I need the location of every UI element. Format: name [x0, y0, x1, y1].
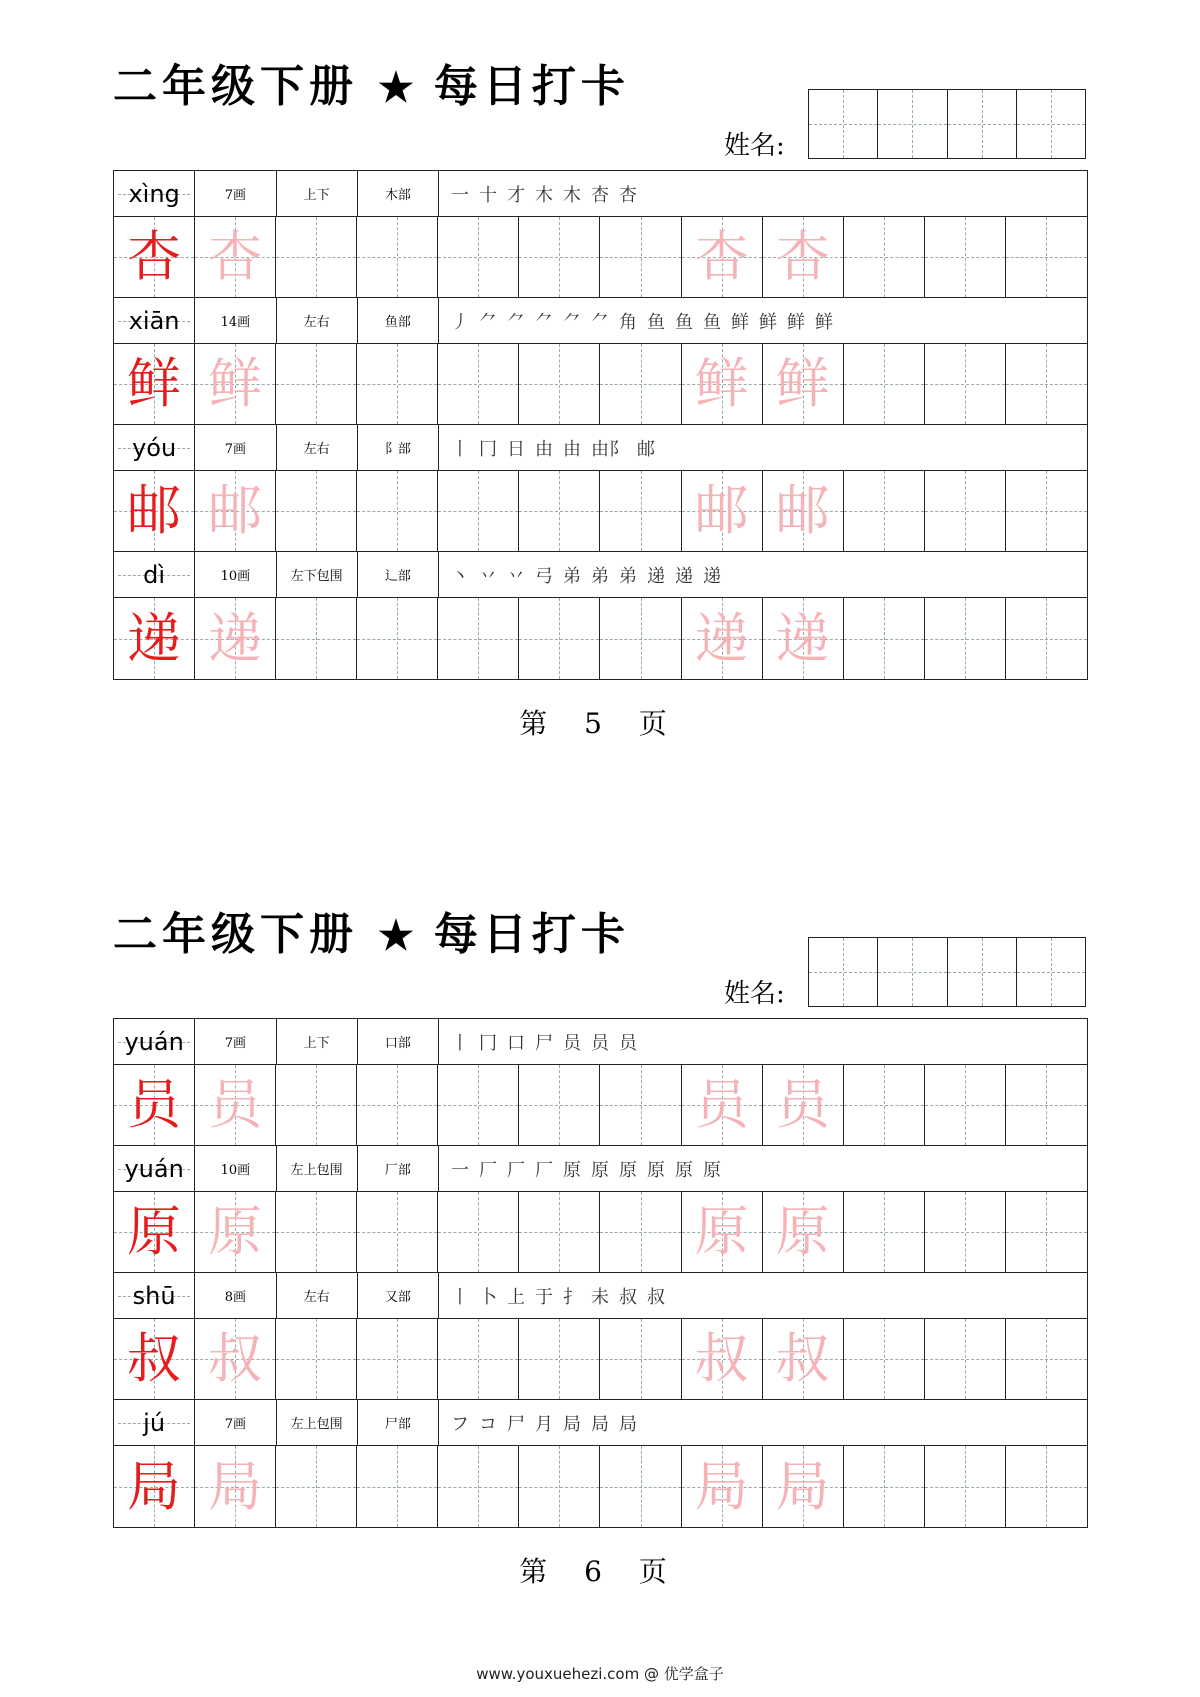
- stroke-step: 木: [535, 184, 553, 206]
- model-char-cell: [114, 1319, 195, 1399]
- trace-char: 员: [694, 1073, 749, 1136]
- practice-cell[interactable]: [438, 471, 519, 551]
- practice-cell[interactable]: [357, 217, 438, 297]
- stroke-step: 冂: [479, 438, 497, 460]
- stroke-step: 丨: [451, 438, 469, 460]
- practice-cell[interactable]: [763, 1319, 844, 1399]
- trace-char: 叔: [775, 1327, 830, 1390]
- practice-cell[interactable]: [844, 1192, 925, 1272]
- practice-cell[interactable]: [682, 598, 763, 679]
- pinyin-text: yóu: [132, 433, 177, 462]
- model-char: 递: [127, 606, 182, 670]
- structure-label: 左上包围: [277, 1400, 358, 1445]
- star-icon: ★: [378, 64, 414, 111]
- stroke-order: [439, 171, 1087, 216]
- worksheet-page-6: [0, 848, 1200, 1696]
- radical-label: 鱼部: [358, 298, 439, 343]
- stroke-step: 邮: [637, 438, 655, 460]
- practice-cell[interactable]: [844, 1446, 925, 1527]
- pinyin-text: yuán: [124, 1154, 184, 1183]
- practice-cell[interactable]: [925, 471, 1006, 551]
- radical-label: 厂部: [358, 1146, 439, 1191]
- stroke-step: 角: [619, 311, 637, 333]
- stroke-step: 叔: [647, 1286, 665, 1308]
- practice-cell[interactable]: [276, 1319, 357, 1399]
- name-char-cell[interactable]: [878, 938, 947, 1006]
- stroke-step: 局: [563, 1413, 581, 1435]
- character-grid: [113, 1018, 1088, 1528]
- practice-cell[interactable]: [600, 217, 681, 297]
- stroke-step: 丶: [451, 565, 469, 587]
- pinyin-text: yuán: [124, 1027, 184, 1056]
- stroke-count: 8画: [195, 1273, 276, 1318]
- stroke-step: 尸: [535, 1032, 553, 1054]
- practice-cell[interactable]: [519, 1446, 600, 1527]
- stroke-step: ⺈: [479, 311, 497, 333]
- stroke-step: 由阝: [591, 438, 627, 460]
- stroke-step: 口: [507, 1032, 525, 1054]
- name-input-box[interactable]: [808, 89, 1086, 159]
- practice-cell[interactable]: [682, 1065, 763, 1145]
- practice-cell[interactable]: [925, 598, 1006, 679]
- trace-char: 鲜: [208, 352, 263, 415]
- practice-cell[interactable]: [519, 1065, 600, 1145]
- practice-cell[interactable]: [925, 1446, 1006, 1527]
- radical-label: 木部: [358, 171, 439, 216]
- trace-char: 杏: [694, 225, 749, 288]
- stroke-step: 弟: [563, 565, 581, 587]
- model-char-cell: [114, 1446, 195, 1527]
- trace-char: 原: [775, 1200, 830, 1263]
- practice-cell[interactable]: [844, 1319, 925, 1399]
- stroke-step: 厂: [479, 1159, 497, 1181]
- practice-cell[interactable]: [844, 1065, 925, 1145]
- stroke-step: 鱼: [647, 311, 665, 333]
- stroke-step: 月: [535, 1413, 553, 1435]
- stroke-step: 鲜: [759, 311, 777, 333]
- stroke-step: 弟: [591, 565, 609, 587]
- stroke-step: 员: [563, 1032, 581, 1054]
- practice-cell[interactable]: [195, 1065, 276, 1145]
- trace-char: 员: [775, 1073, 830, 1136]
- stroke-count: 7画: [195, 171, 276, 216]
- practice-cell[interactable]: [682, 471, 763, 551]
- char-info-row: [114, 298, 1087, 344]
- radical-label: 辶部: [358, 552, 439, 597]
- character-grid: [113, 170, 1088, 680]
- stroke-step: ⺈: [591, 311, 609, 333]
- practice-cell[interactable]: [763, 471, 844, 551]
- stroke-step: 未: [591, 1286, 609, 1308]
- stroke-step: 于: [535, 1286, 553, 1308]
- practice-cell[interactable]: [357, 1192, 438, 1272]
- stroke-count: 7画: [195, 1400, 276, 1445]
- practice-cell[interactable]: [1006, 1446, 1087, 1527]
- char-info-row: [114, 552, 1087, 598]
- practice-cell[interactable]: [844, 598, 925, 679]
- practice-cell[interactable]: [763, 344, 844, 424]
- char-info-row: [114, 1400, 1087, 1446]
- practice-cell[interactable]: [195, 1446, 276, 1527]
- pinyin-text: shū: [132, 1281, 176, 1310]
- stroke-step: 丨: [451, 1032, 469, 1054]
- practice-cell[interactable]: [763, 1065, 844, 1145]
- star-icon: ★: [378, 912, 414, 959]
- model-char-cell: [114, 1065, 195, 1145]
- practice-cell[interactable]: [276, 598, 357, 679]
- practice-cell[interactable]: [438, 1192, 519, 1272]
- model-char-cell: [114, 1192, 195, 1272]
- trace-char: 局: [694, 1454, 749, 1518]
- stroke-step: 木: [563, 184, 581, 206]
- practice-cell[interactable]: [1006, 1192, 1087, 1272]
- stroke-step: 杏: [619, 184, 637, 206]
- radical-label: 又部: [358, 1273, 439, 1318]
- practice-cell[interactable]: [925, 344, 1006, 424]
- stroke-step: 由: [535, 438, 553, 460]
- practice-cell[interactable]: [519, 471, 600, 551]
- model-char: 杏: [127, 225, 182, 288]
- practice-cell[interactable]: [276, 344, 357, 424]
- practice-cell[interactable]: [925, 1319, 1006, 1399]
- practice-cell[interactable]: [1006, 344, 1087, 424]
- stroke-step: 弓: [535, 565, 553, 587]
- trace-char: 局: [775, 1454, 830, 1518]
- char-info-row: [114, 171, 1087, 217]
- practice-cell[interactable]: [195, 598, 276, 679]
- writing-row: [114, 344, 1087, 425]
- stroke-step: 弟: [619, 565, 637, 587]
- name-char-cell[interactable]: [809, 938, 878, 1006]
- practice-cell[interactable]: [438, 1319, 519, 1399]
- practice-cell[interactable]: [519, 217, 600, 297]
- stroke-count: 10画: [195, 1146, 276, 1191]
- structure-label: 左下包围: [277, 552, 358, 597]
- radical-label: 尸部: [358, 1400, 439, 1445]
- page-number: 第 6 页: [519, 1555, 681, 1588]
- writing-row: [114, 1319, 1087, 1400]
- model-char-cell: [114, 598, 195, 679]
- stroke-order: [439, 1146, 1087, 1191]
- practice-cell[interactable]: [763, 217, 844, 297]
- stroke-order: [439, 425, 1087, 470]
- stroke-step: ⺈: [563, 311, 581, 333]
- practice-cell[interactable]: [357, 1319, 438, 1399]
- practice-cell[interactable]: [357, 471, 438, 551]
- stroke-step: ⺈: [535, 311, 553, 333]
- stroke-count: 14画: [195, 298, 276, 343]
- stroke-order: [439, 1019, 1087, 1064]
- practice-cell[interactable]: [600, 1319, 681, 1399]
- stroke-order: [439, 1400, 1087, 1445]
- pinyin-cell: [114, 1146, 195, 1191]
- stroke-step: コ: [479, 1413, 497, 1435]
- pinyin-cell: [114, 1019, 195, 1064]
- stroke-step: 厂: [535, 1159, 553, 1181]
- structure-label: 上下: [277, 1019, 358, 1064]
- trace-char: 邮: [208, 479, 263, 542]
- name-char-cell[interactable]: [809, 90, 878, 158]
- stroke-step: 鱼: [703, 311, 721, 333]
- model-char: 叔: [127, 1327, 182, 1390]
- stroke-step: 才: [507, 184, 525, 206]
- char-info-row: [114, 425, 1087, 471]
- practice-cell[interactable]: [438, 217, 519, 297]
- practice-cell[interactable]: [195, 471, 276, 551]
- writing-row: [114, 1065, 1087, 1146]
- practice-cell[interactable]: [600, 1192, 681, 1272]
- practice-cell[interactable]: [844, 471, 925, 551]
- practice-cell[interactable]: [519, 344, 600, 424]
- practice-cell[interactable]: [925, 217, 1006, 297]
- name-char-cell[interactable]: [948, 938, 1017, 1006]
- stroke-step: 鱼: [675, 311, 693, 333]
- practice-cell[interactable]: [763, 598, 844, 679]
- trace-char: 鲜: [775, 352, 830, 415]
- practice-cell[interactable]: [276, 1446, 357, 1527]
- practice-cell[interactable]: [519, 598, 600, 679]
- stroke-order: [439, 1273, 1087, 1318]
- trace-char: 叔: [694, 1327, 749, 1390]
- radical-label: 阝部: [358, 425, 439, 470]
- page-title: [113, 898, 630, 962]
- trace-char: 邮: [694, 479, 749, 542]
- stroke-step: 递: [675, 565, 693, 587]
- stroke-step: 局: [619, 1413, 637, 1435]
- stroke-step: 卜: [479, 1286, 497, 1308]
- practice-cell[interactable]: [600, 471, 681, 551]
- stroke-step: 原: [703, 1159, 721, 1181]
- model-char: 鲜: [127, 352, 182, 415]
- pinyin-cell: [114, 425, 195, 470]
- practice-cell[interactable]: [519, 1192, 600, 1272]
- stroke-step: 扌: [563, 1286, 581, 1308]
- name-char-cell[interactable]: [1017, 90, 1085, 158]
- stroke-step: 员: [591, 1032, 609, 1054]
- name-input-box[interactable]: [808, 937, 1086, 1007]
- trace-char: 叔: [208, 1327, 263, 1390]
- page-title: [113, 50, 630, 114]
- practice-cell[interactable]: [357, 1446, 438, 1527]
- practice-cell[interactable]: [682, 217, 763, 297]
- name-char-cell[interactable]: [948, 90, 1017, 158]
- stroke-step: 原: [563, 1159, 581, 1181]
- practice-cell[interactable]: [925, 1065, 1006, 1145]
- pinyin-cell: [114, 298, 195, 343]
- name-char-cell[interactable]: [878, 90, 947, 158]
- model-char: 原: [127, 1200, 182, 1263]
- stroke-step: 上: [507, 1286, 525, 1308]
- practice-cell[interactable]: [682, 344, 763, 424]
- practice-cell[interactable]: [1006, 1065, 1087, 1145]
- name-label: 姓名:: [724, 131, 785, 161]
- trace-char: 递: [208, 606, 263, 670]
- trace-char: 员: [208, 1073, 263, 1136]
- practice-cell[interactable]: [357, 344, 438, 424]
- model-char: 邮: [127, 479, 182, 542]
- pinyin-cell: [114, 1273, 195, 1318]
- practice-cell[interactable]: [844, 217, 925, 297]
- stroke-step: 尸: [507, 1413, 525, 1435]
- stroke-step: 丷: [479, 565, 497, 587]
- pinyin-text: xìng: [128, 179, 180, 208]
- char-info-row: [114, 1019, 1087, 1065]
- structure-label: 左右: [277, 298, 358, 343]
- practice-cell[interactable]: [438, 1446, 519, 1527]
- practice-cell[interactable]: [600, 1446, 681, 1527]
- pinyin-text: jú: [143, 1408, 166, 1437]
- pinyin-cell: [114, 171, 195, 216]
- stroke-step: 原: [647, 1159, 665, 1181]
- worksheet-page-5: [0, 0, 1200, 848]
- title-subtitle: 每日打卡: [433, 61, 630, 112]
- stroke-order: [439, 552, 1087, 597]
- model-char-cell: [114, 217, 195, 297]
- title-grade: 二年级下册: [113, 909, 358, 960]
- stroke-step: 原: [675, 1159, 693, 1181]
- stroke-step: 由: [563, 438, 581, 460]
- pinyin-text: xiān: [128, 306, 180, 335]
- char-info-row: [114, 1273, 1087, 1319]
- radical-label: 口部: [358, 1019, 439, 1064]
- trace-char: 邮: [775, 479, 830, 542]
- stroke-step: 递: [647, 565, 665, 587]
- model-char: 员: [127, 1073, 182, 1136]
- practice-cell[interactable]: [195, 1319, 276, 1399]
- pinyin-cell: [114, 552, 195, 597]
- practice-cell[interactable]: [357, 598, 438, 679]
- practice-cell[interactable]: [276, 1065, 357, 1145]
- name-char-cell[interactable]: [1017, 938, 1085, 1006]
- page-number: 第 5 页: [519, 707, 681, 740]
- stroke-step: 鲜: [787, 311, 805, 333]
- trace-char: 原: [208, 1200, 263, 1263]
- structure-label: 左右: [277, 425, 358, 470]
- structure-label: 左右: [277, 1273, 358, 1318]
- practice-cell[interactable]: [438, 598, 519, 679]
- title-subtitle: 每日打卡: [433, 909, 630, 960]
- trace-char: 递: [694, 606, 749, 670]
- practice-cell[interactable]: [600, 1065, 681, 1145]
- stroke-step: 员: [619, 1032, 637, 1054]
- practice-cell[interactable]: [763, 1192, 844, 1272]
- stroke-step: 鲜: [815, 311, 833, 333]
- practice-cell[interactable]: [763, 1446, 844, 1527]
- practice-cell[interactable]: [682, 1446, 763, 1527]
- writing-row: [114, 1446, 1087, 1527]
- trace-char: 杏: [775, 225, 830, 288]
- stroke-step: 丨: [451, 1286, 469, 1308]
- pinyin-cell: [114, 1400, 195, 1445]
- practice-cell[interactable]: [844, 344, 925, 424]
- practice-cell[interactable]: [1006, 1319, 1087, 1399]
- stroke-count: 7画: [195, 1019, 276, 1064]
- practice-cell[interactable]: [276, 217, 357, 297]
- practice-cell[interactable]: [1006, 217, 1087, 297]
- practice-cell[interactable]: [276, 1192, 357, 1272]
- stroke-step: 丷: [507, 565, 525, 587]
- structure-label: 左上包围: [277, 1146, 358, 1191]
- stroke-step: 冂: [479, 1032, 497, 1054]
- stroke-step: 鲜: [731, 311, 749, 333]
- stroke-step: 叔: [619, 1286, 637, 1308]
- writing-row: [114, 598, 1087, 679]
- practice-cell[interactable]: [1006, 471, 1087, 551]
- stroke-step: 日: [507, 438, 525, 460]
- practice-cell[interactable]: [438, 344, 519, 424]
- practice-cell[interactable]: [519, 1319, 600, 1399]
- footer-text: www.youxuehezi.com @ 优学盒子: [476, 1665, 724, 1683]
- stroke-step: 丿: [451, 311, 469, 333]
- stroke-step: 一: [451, 184, 469, 206]
- name-label: 姓名:: [724, 979, 785, 1009]
- stroke-count: 7画: [195, 425, 276, 470]
- model-char-cell: [114, 471, 195, 551]
- model-char: 局: [127, 1454, 182, 1518]
- practice-cell[interactable]: [276, 471, 357, 551]
- title-grade: 二年级下册: [113, 61, 358, 112]
- writing-row: [114, 1192, 1087, 1273]
- model-char-cell: [114, 344, 195, 424]
- practice-cell[interactable]: [357, 1065, 438, 1145]
- trace-char: 原: [694, 1200, 749, 1263]
- trace-char: 杏: [208, 225, 263, 288]
- stroke-step: 杏: [591, 184, 609, 206]
- stroke-step: 局: [591, 1413, 609, 1435]
- practice-cell[interactable]: [438, 1065, 519, 1145]
- trace-char: 鲜: [694, 352, 749, 415]
- stroke-step: ⺈: [507, 311, 525, 333]
- stroke-step: フ: [451, 1413, 469, 1435]
- practice-cell[interactable]: [195, 344, 276, 424]
- trace-char: 递: [775, 606, 830, 670]
- trace-char: 局: [208, 1454, 263, 1518]
- practice-cell[interactable]: [682, 1319, 763, 1399]
- structure-label: 上下: [277, 171, 358, 216]
- writing-row: [114, 217, 1087, 298]
- stroke-step: 一: [451, 1159, 469, 1181]
- practice-cell[interactable]: [195, 217, 276, 297]
- practice-cell[interactable]: [600, 344, 681, 424]
- stroke-step: 原: [591, 1159, 609, 1181]
- char-info-row: [114, 1146, 1087, 1192]
- practice-cell[interactable]: [600, 598, 681, 679]
- writing-row: [114, 471, 1087, 552]
- practice-cell[interactable]: [925, 1192, 1006, 1272]
- stroke-step: 厂: [507, 1159, 525, 1181]
- pinyin-text: dì: [143, 560, 166, 589]
- stroke-order: [439, 298, 1087, 343]
- stroke-count: 10画: [195, 552, 276, 597]
- stroke-step: 递: [703, 565, 721, 587]
- practice-cell[interactable]: [1006, 598, 1087, 679]
- practice-cell[interactable]: [195, 1192, 276, 1272]
- practice-cell[interactable]: [682, 1192, 763, 1272]
- stroke-step: 原: [619, 1159, 637, 1181]
- stroke-step: 十: [479, 184, 497, 206]
